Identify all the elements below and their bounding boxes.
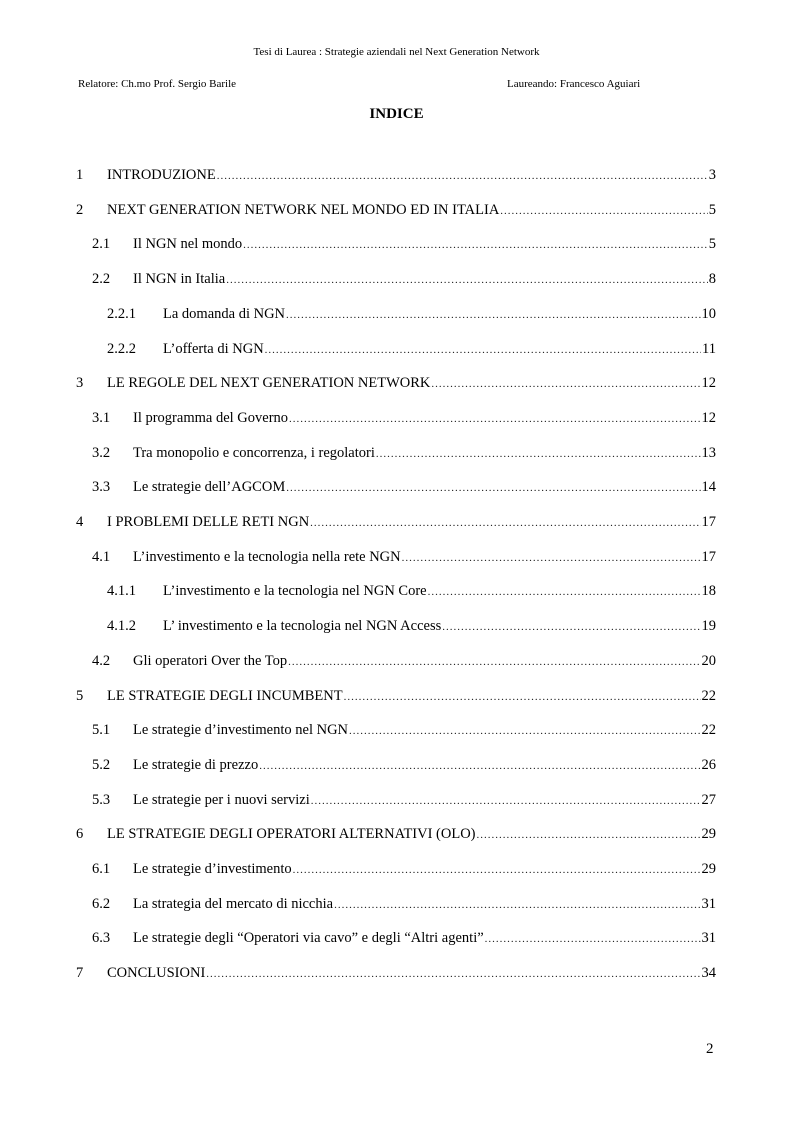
toc-entry bbox=[107, 339, 716, 359]
toc-entry-number: 3.3 bbox=[92, 479, 111, 495]
toc-entry-leader bbox=[402, 548, 701, 568]
toc-entry bbox=[92, 269, 716, 289]
toc-entry-label: Le strategie d’investimento nel NGN bbox=[133, 722, 349, 738]
toc-entry bbox=[92, 477, 716, 497]
page-number: 2 bbox=[706, 1041, 714, 1057]
toc-entry-number: 6.1 bbox=[92, 861, 111, 877]
toc-entry bbox=[92, 547, 716, 567]
toc-entry-label: La domanda di NGN bbox=[163, 306, 286, 322]
toc-entry bbox=[76, 963, 716, 983]
toc-entry-page: 31 bbox=[701, 896, 716, 912]
toc-entry-leader bbox=[265, 340, 701, 360]
toc-entry-number: 4.2 bbox=[92, 653, 111, 669]
toc-entry-number: 5 bbox=[76, 688, 84, 704]
toc-entry-page: 20 bbox=[701, 653, 716, 669]
toc-entry-number: 3.1 bbox=[92, 410, 111, 426]
toc-entry bbox=[92, 408, 716, 428]
toc-entry-leader bbox=[349, 721, 700, 741]
toc-entry-page: 18 bbox=[701, 583, 716, 599]
toc-entry-number: 6 bbox=[76, 826, 84, 842]
toc-entry bbox=[107, 304, 716, 324]
toc-entry-label: Il NGN in Italia bbox=[133, 271, 226, 287]
toc-entry-label: Le strategie dell’AGCOM bbox=[133, 479, 286, 495]
toc-entry-leader bbox=[442, 617, 700, 637]
toc-entry bbox=[107, 581, 716, 601]
toc-entry-page: 8 bbox=[708, 271, 716, 287]
toc-entry bbox=[92, 755, 716, 775]
toc-entry-leader bbox=[431, 374, 700, 394]
toc-entry-label: L’offerta di NGN bbox=[163, 341, 264, 357]
toc-entry-number: 2.1 bbox=[92, 236, 111, 252]
toc-entry-number: 5.1 bbox=[92, 722, 111, 738]
toc-entry-label: CONCLUSIONI bbox=[107, 965, 206, 981]
toc-entry-label: LE STRATEGIE DEGLI OPERATORI ALTERNATIVI (OLO) bbox=[107, 826, 476, 842]
toc-entry-page: 12 bbox=[701, 410, 716, 426]
toc-entry-page: 29 bbox=[701, 861, 716, 877]
toc-entry-leader bbox=[485, 929, 701, 949]
toc-entry-leader bbox=[311, 791, 701, 811]
toc-entry bbox=[76, 200, 716, 220]
toc-entry-page: 3 bbox=[708, 167, 716, 183]
toc-entry-number: 7 bbox=[76, 965, 84, 981]
toc-entry bbox=[92, 894, 716, 914]
toc-entry-leader bbox=[217, 166, 708, 186]
toc-entry-label: L’investimento e la tecnologia nel NGN Core bbox=[163, 583, 427, 599]
toc-entry-number: 2.2.1 bbox=[107, 306, 136, 322]
toc-entry-leader bbox=[376, 444, 701, 464]
toc-entry-leader bbox=[334, 895, 700, 915]
toc-entry-page: 17 bbox=[701, 514, 716, 530]
toc-entry-page: 26 bbox=[701, 757, 716, 773]
toc-entry bbox=[76, 165, 716, 185]
toc-entry bbox=[92, 720, 716, 740]
toc-entry-page: 34 bbox=[701, 965, 716, 981]
toc-entry-number: 6.2 bbox=[92, 896, 111, 912]
toc-entry-leader bbox=[500, 201, 707, 221]
toc-entry-label: Il NGN nel mondo bbox=[133, 236, 243, 252]
toc-entry-leader bbox=[344, 687, 701, 707]
toc-entry-page: 12 bbox=[701, 375, 716, 391]
toc-entry-label: L’investimento e la tecnologia nella rete NGN bbox=[133, 549, 401, 565]
toc-entry-leader bbox=[259, 756, 700, 776]
toc-entry-leader bbox=[288, 652, 700, 672]
toc-entry-number: 2 bbox=[76, 202, 84, 218]
toc-entry-page: 22 bbox=[701, 722, 716, 738]
toc-entry-label: I PROBLEMI DELLE RETI NGN bbox=[107, 514, 310, 530]
toc-entry-number: 4.1.2 bbox=[107, 618, 136, 634]
toc-entry-number: 6.3 bbox=[92, 930, 111, 946]
toc-entry-leader bbox=[477, 825, 701, 845]
toc-entry-label: L’ investimento e la tecnologia nel NGN Access bbox=[163, 618, 442, 634]
toc-entry-page: 22 bbox=[701, 688, 716, 704]
laureando-line: Laureando: Francesco Aguiari bbox=[507, 78, 641, 90]
toc-entry-leader bbox=[286, 305, 700, 325]
index-title: INDICE bbox=[369, 106, 424, 122]
toc-entry-leader bbox=[243, 235, 708, 255]
toc-entry-page: 31 bbox=[701, 930, 716, 946]
toc-entry-leader bbox=[226, 270, 708, 290]
toc-entry-number: 3.2 bbox=[92, 445, 111, 461]
toc-entry-page: 11 bbox=[702, 341, 716, 357]
toc-entry bbox=[76, 512, 716, 532]
toc-entry-leader bbox=[289, 409, 700, 429]
toc-entry-number: 5.3 bbox=[92, 792, 111, 808]
toc-entry-label: Le strategie di prezzo bbox=[133, 757, 259, 773]
toc-entry-label: Le strategie per i nuovi servizi bbox=[133, 792, 310, 808]
toc-entry-number: 3 bbox=[76, 375, 84, 391]
toc-entry-leader bbox=[293, 860, 701, 880]
toc-entry bbox=[92, 651, 716, 671]
toc-entry-leader bbox=[206, 964, 700, 984]
toc-entry bbox=[76, 373, 716, 393]
toc-entry-page: 17 bbox=[701, 549, 716, 565]
toc-entry-number: 2.2.2 bbox=[107, 341, 136, 357]
toc-entry-label: LE STRATEGIE DEGLI INCUMBENT bbox=[107, 688, 343, 704]
toc-entry-leader bbox=[286, 478, 700, 498]
toc-entry-page: 5 bbox=[708, 236, 716, 252]
toc-entry bbox=[92, 234, 716, 254]
toc-entry-number: 5.2 bbox=[92, 757, 111, 773]
toc-entry-page: 14 bbox=[701, 479, 716, 495]
toc-entry-number: 4.1.1 bbox=[107, 583, 136, 599]
toc-entry-page: 19 bbox=[701, 618, 716, 634]
toc-entry-page: 10 bbox=[701, 306, 716, 322]
toc-entry bbox=[76, 824, 716, 844]
toc-entry bbox=[92, 928, 716, 948]
toc-entry-label: Il programma del Governo bbox=[133, 410, 289, 426]
toc-entry-label: Le strategie d’investimento bbox=[133, 861, 292, 877]
toc-entry bbox=[107, 616, 716, 636]
toc-entry-label: LE REGOLE DEL NEXT GENERATION NETWORK bbox=[107, 375, 431, 391]
toc-entry bbox=[92, 859, 716, 879]
toc-entry-number: 4 bbox=[76, 514, 84, 530]
toc-entry-label: Le strategie degli “Operatori via cavo” e degli “Altri agenti” bbox=[133, 930, 484, 946]
toc-entry-number: 4.1 bbox=[92, 549, 111, 565]
toc-entry bbox=[92, 443, 716, 463]
header-title: Tesi di Laurea : Strategie aziendali nel Next Generation Network bbox=[253, 46, 540, 58]
toc-entry-label: La strategia del mercato di nicchia bbox=[133, 896, 334, 912]
toc-entry-label: NEXT GENERATION NETWORK NEL MONDO ED IN ITALIA bbox=[107, 202, 500, 218]
toc-entry-page: 29 bbox=[701, 826, 716, 842]
toc-entry bbox=[76, 686, 716, 706]
toc-entry-label: Gli operatori Over the Top bbox=[133, 653, 288, 669]
toc-entry-page: 5 bbox=[708, 202, 716, 218]
toc-entry-leader bbox=[310, 513, 700, 533]
toc-entry-leader bbox=[428, 582, 701, 602]
toc-entry-page: 27 bbox=[701, 792, 716, 808]
toc-entry-page: 13 bbox=[701, 445, 716, 461]
toc-entry-label: INTRODUZIONE bbox=[107, 167, 216, 183]
toc-entry bbox=[92, 790, 716, 810]
toc-entry-label: Tra monopolio e concorrenza, i regolatori bbox=[133, 445, 375, 461]
toc-entry-number: 1 bbox=[76, 167, 84, 183]
relatore-line: Relatore: Ch.mo Prof. Sergio Barile bbox=[78, 78, 237, 90]
toc-entry-number: 2.2 bbox=[92, 271, 111, 287]
